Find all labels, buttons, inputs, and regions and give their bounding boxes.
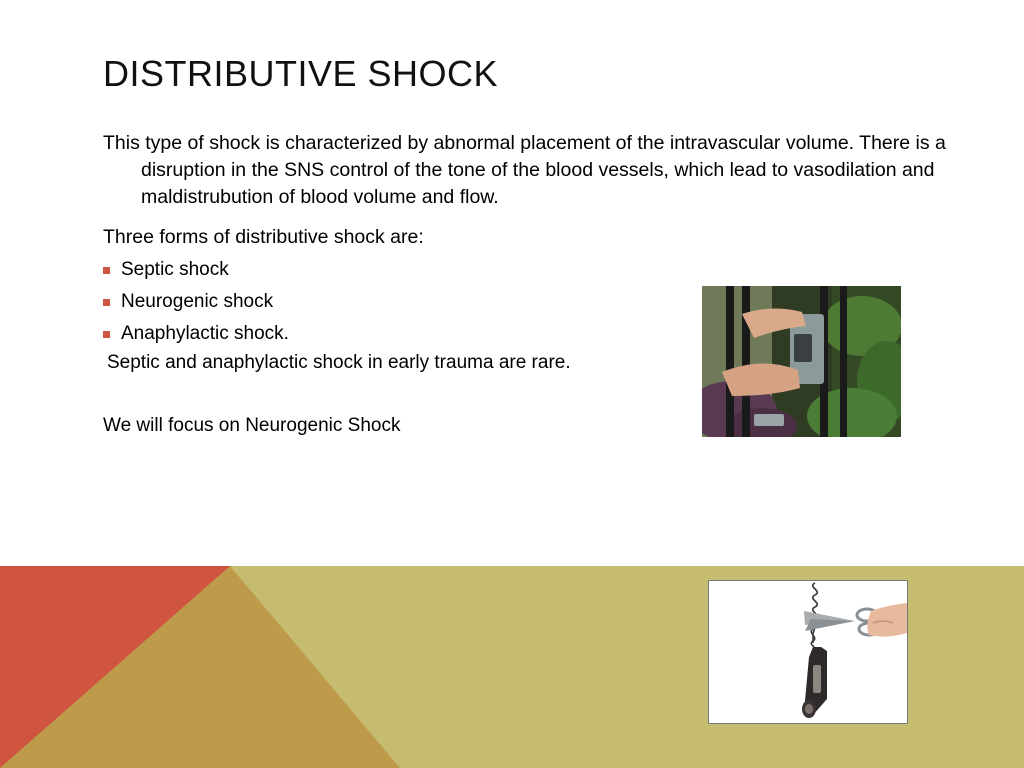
cut-phone-cord-picture [708,580,908,724]
bullet-text: Neurogenic shock [121,291,274,312]
slide-title: DISTRIBUTIVE SHOCK [103,53,499,94]
list-item [103,254,289,286]
list-item [103,286,289,318]
bullet-text: Anaphylactic shock. [121,323,289,344]
forms-heading: Three forms of distributive shock are: [103,226,424,248]
square-bullet-icon [103,299,110,306]
list-item [103,318,289,350]
bullet-text: Septic shock [121,259,229,280]
switch-photo [702,286,901,437]
square-bullet-icon [103,267,110,274]
note-text: Septic and anaphylactic shock in early trauma are rare. [107,352,571,373]
focus-text: We will focus on Neurogenic Shock [103,415,401,436]
square-bullet-icon [103,331,110,338]
bullet-list [103,254,289,350]
intro-paragraph: This type of shock is characterized by abnormal placement of the intravascular volume. There is a disruption in the SNS control of the tone of the blood vessels, which lead to vasodilation and maldistrubution of blood volume and flow. [103,132,946,208]
